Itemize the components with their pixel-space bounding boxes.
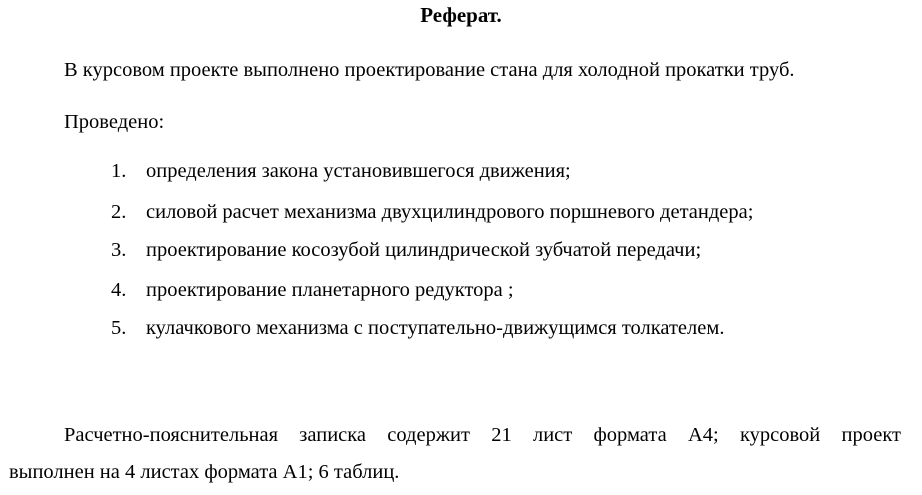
document-title: Реферат. <box>420 3 502 27</box>
list-item-number: 2. <box>111 201 127 223</box>
list-item-number: 4. <box>111 279 127 301</box>
list-item-text: проектирование планетарного редуктора ; <box>146 279 514 301</box>
list-item-number: 1. <box>111 160 127 182</box>
list-item-number: 3. <box>111 239 127 261</box>
list-item-number: 5. <box>111 317 127 339</box>
list-item-text: определения закона установившегося движения; <box>146 160 571 182</box>
intro-paragraph: В курсовом проекте выполнено проектирование стана для холодной прокатки труб. <box>64 59 795 81</box>
list-lead: Проведено: <box>64 111 165 133</box>
list-item-text: силовой расчет механизма двухцилиндрового поршневого детандера; <box>146 201 754 223</box>
list-item-text: проектирование косозубой цилиндрической зубчатой передачи; <box>146 239 702 261</box>
summary-line-2: выполнен на 4 листах формата А1; 6 таблиц. <box>9 461 400 483</box>
list-item-text: кулачкового механизма с поступательно-движущимся толкателем. <box>146 317 725 339</box>
summary-line-1: Расчетно-пояснительная записка содержит 21 лист формата А4; курсовой проект <box>64 424 901 446</box>
